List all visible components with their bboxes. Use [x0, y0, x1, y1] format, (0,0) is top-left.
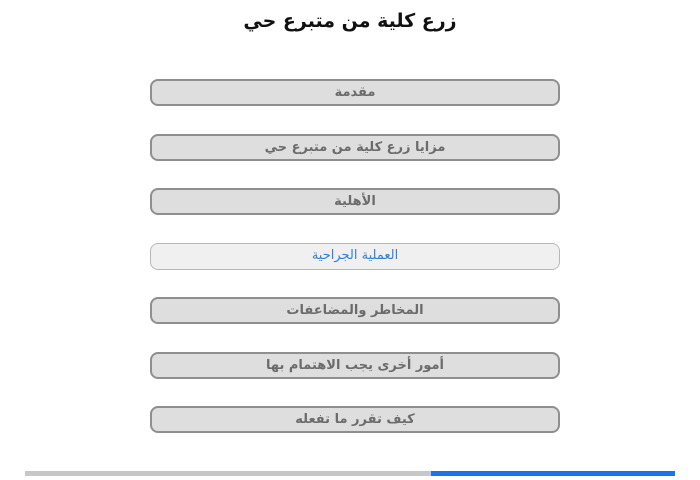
- section-menu: [150, 79, 560, 461]
- menu-item-other-considerations[interactable]: أمور أخرى يجب الاهتمام بها: [150, 352, 560, 379]
- menu-item-surgery[interactable]: العملية الجراحية: [150, 243, 560, 270]
- page-title: زرع كلية من متبرع حي: [243, 10, 457, 32]
- progress-bar: [25, 471, 675, 476]
- menu-item-risks[interactable]: المخاطر والمضاعفات: [150, 297, 560, 324]
- menu-item-eligibility[interactable]: الأهلية: [150, 188, 560, 215]
- menu-item-benefits[interactable]: مزايا زرع كلية من متبرع حي: [150, 134, 560, 161]
- menu-item-decision[interactable]: كيف تقرر ما تفعله: [150, 406, 560, 433]
- progress-bar-fill: [431, 471, 675, 476]
- menu-item-introduction[interactable]: مقدمة: [150, 79, 560, 106]
